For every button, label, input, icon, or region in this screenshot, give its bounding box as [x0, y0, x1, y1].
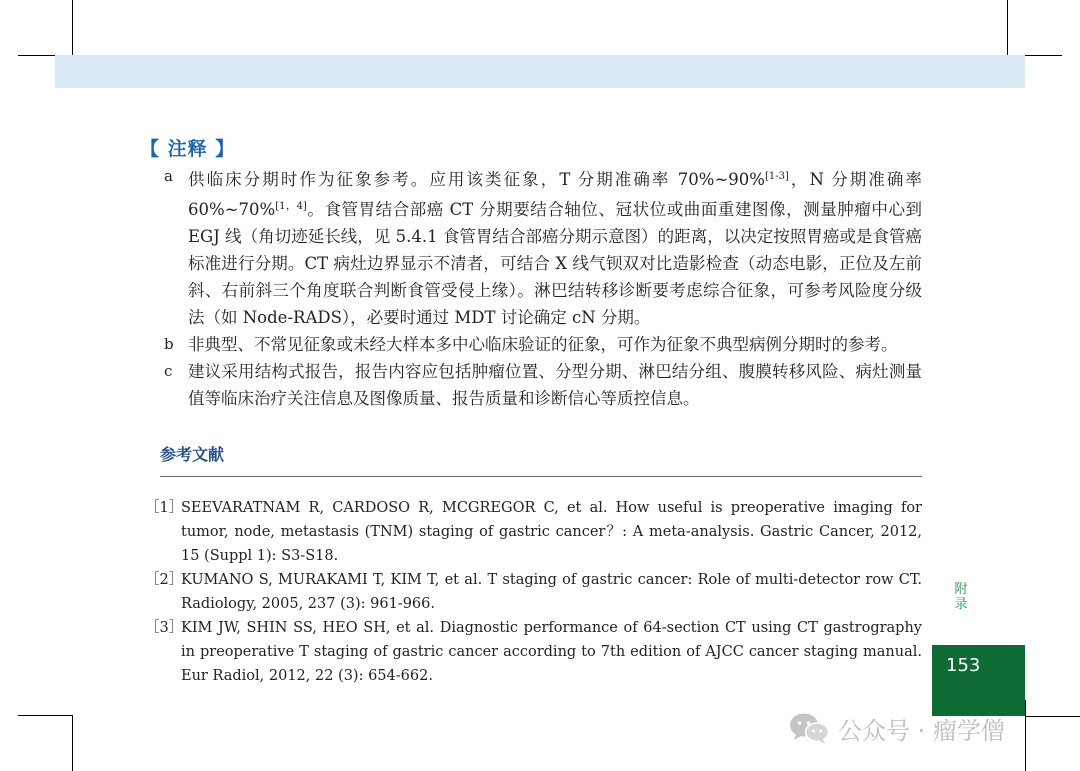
note-letter: b — [164, 335, 174, 353]
watermark-text: 公众号 · 瘤学僧 — [838, 716, 1005, 745]
watermark — [788, 710, 1005, 746]
references-list — [145, 496, 922, 688]
reference-number: ［2］ — [145, 572, 184, 588]
reference-item — [145, 496, 922, 568]
header-band — [55, 55, 1025, 88]
references-heading: 参考文献 — [160, 445, 225, 464]
crop-mark — [18, 715, 72, 716]
citation-superscript: [1-3] — [764, 171, 789, 182]
note-item-b — [160, 331, 922, 358]
reference-number: ［1］ — [145, 500, 184, 516]
crop-mark — [72, 715, 73, 771]
citation-superscript: [1，4] — [275, 201, 307, 212]
note-text: ，N 分期准确率 60%~70% — [188, 170, 923, 219]
note-text: 。食管胃结合部癌 CT 分期要结合轴位、冠状位或曲面重建图像，测量肿瘤中心到 EGJ 线（角切迹延长线，见 5.4.1 食管胃结合部癌分期示意图）的距离，以决定按照胃癌或是食管癌标准进行分期。CT 病灶边界显示不清者，可结合 X 线气钡双对比造影检查（动态电影，正位及左前斜、右前斜三个角度联合判断食管受侵上缘）。淋巴结转移诊断要考虑综合征象，可参考风险度分级法（如 Node-RADS），必要时通过 MDT 讨论确定 cN 分期。 — [188, 200, 923, 327]
side-tab-char: 附 — [954, 582, 968, 597]
note-item-a — [160, 163, 922, 331]
crop-mark — [1025, 700, 1026, 771]
note-item-c — [160, 358, 922, 412]
crop-mark — [1025, 716, 1080, 717]
crop-mark — [1007, 0, 1008, 55]
reference-text: KUMANO S, MURAKAMI T, KIM T, et al. T staging of gastric cancer: Role of multi-detector row CT. Radiology, 2005, 237 (3): 961-966. — [181, 572, 922, 612]
reference-text: SEEVARATNAM R, CARDOSO R, MCGREGOR C, et al. How useful is preoperative imaging for tumor, node, metastasis (TNM) staging of gastric cancer？: A meta-analysis. Gastric Cancer, 2012, 15 (Suppl 1): S3-S18. — [181, 500, 922, 564]
wechat-icon — [788, 711, 830, 745]
reference-number: ［3］ — [145, 620, 184, 636]
page-number: 153 — [946, 655, 981, 676]
reference-item — [145, 616, 922, 688]
divider — [160, 476, 922, 477]
notes-list — [160, 163, 922, 412]
note-letter: a — [164, 167, 173, 185]
note-text: 建议采用结构式报告，报告内容应包括肿瘤位置、分型分期、淋巴结分组、腹膜转移风险、病灶测量值等临床治疗关注信息及图像质量、报告质量和诊断信心等质控信息。 — [188, 362, 922, 408]
crop-mark — [72, 0, 73, 55]
reference-item — [145, 568, 922, 616]
notes-heading: 【 注释 】 — [140, 138, 236, 160]
note-letter: c — [164, 362, 173, 380]
side-tab-char: 录 — [954, 597, 968, 612]
appendix-side-tab — [954, 582, 968, 612]
note-text: 供临床分期时作为征象参考。应用该类征象，T 分期准确率 70%~90% — [188, 170, 765, 189]
note-text: 非典型、不常见征象或未经大样本多中心临床验证的征象，可作为征象不典型病例分期时的参考。 — [188, 335, 898, 354]
reference-text: KIM JW, SHIN SS, HEO SH, et al. Diagnostic performance of 64-section CT using CT gastrography in preoperative T staging of gastric cancer according to 7th edition of AJCC cancer staging manual. Eur Radiol, 2012, 22 (3): 654-662. — [181, 620, 922, 684]
